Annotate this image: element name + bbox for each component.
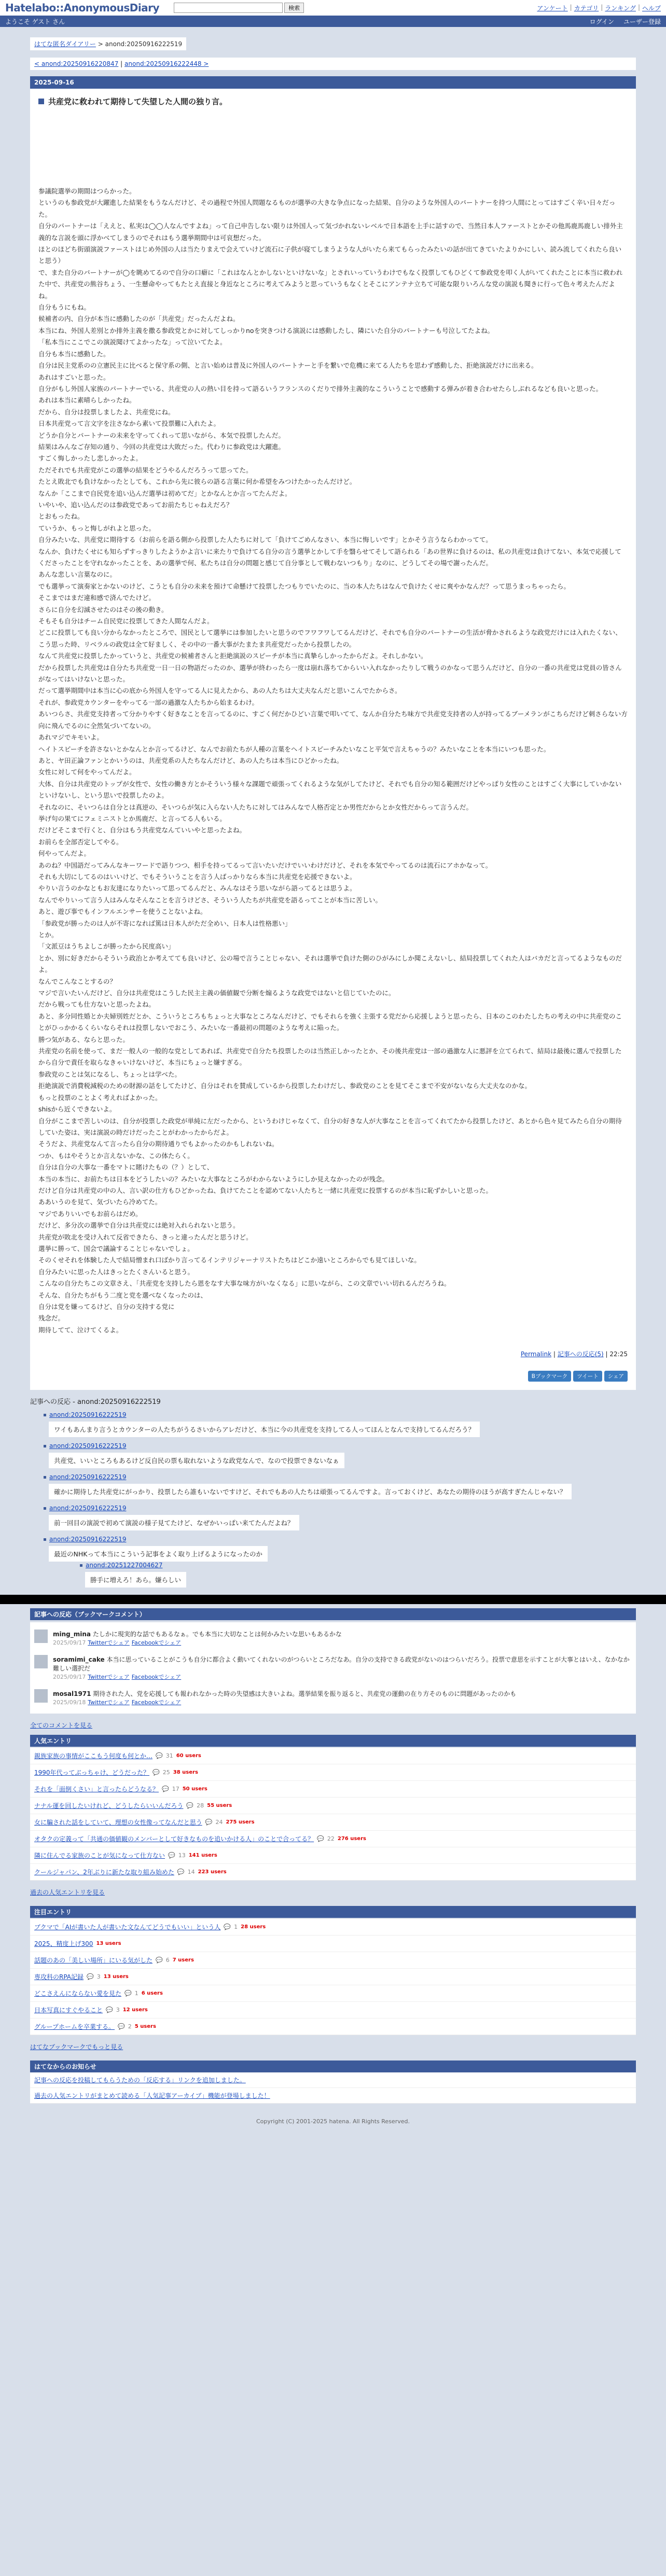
entry-paragraph: 自分は自分の大事な一番をマトに賭けたもの（？）として、 (38, 1163, 214, 1172)
reactions-heading: 記事への反応 - anond:20250916222519 (30, 1398, 161, 1407)
entry-paragraph: 自分みたいな、共産党に期待する（お前らを語る側から投票した人たちに対して「負けてごめんなさい、本当に悔しいです」とかそう言うならわかってて。 (38, 536, 492, 544)
reaction-item (44, 1411, 636, 1437)
comment-count: 1 (234, 1924, 238, 1931)
entry-paragraph: 自分のパートナーは「ええと、私実は◯◯人なんですよね」って自己申告しない限りは外国人って気づかれないレベルで日本語を上手に話すので、当然日本人ファーストとかその他馬鹿馬鹿しい排外主義的な言説を頭に浮かべてしまうのでそれはもう選挙期間中は可哀想だった。 (38, 222, 623, 242)
entry-row (30, 2018, 636, 2035)
entry-paragraph: 日本共産党って言文字を注さなから素いて投票難に入れたよ。 (38, 420, 220, 428)
comment-bubble-icon: 💬 (317, 1835, 324, 1843)
entry-paragraph: 「参政党が勝ったのは人が不寄になれば篤は日本人がただ全めい、日本人は性格悪い」 (38, 919, 292, 927)
entry-paragraph: とか、別に好きだからそういう政治とか考えてても良いけど、公の場で言うことじゃない、それは選挙で負けた側のひがみにしか聞こえないし、結局投票してくれた人はバカだと言ってるようなものだよ。 (38, 954, 622, 974)
comment-bubble-icon: 💬 (162, 1786, 169, 1793)
comment-bubble-icon: 💬 (224, 1924, 231, 1931)
comment-bubble-icon: 💬 (156, 1752, 163, 1760)
login-link[interactable]: ログイン (589, 18, 614, 25)
entry-paragraph: 大体、自分は共産党のトップが女性で、女性の働き方とかそういう様々な課題で頑張ってくれるような気がしてたけど、それでも自分の知る範囲だけどやっぱり女性のことはすごく大事にしていかないといけないし、という思いで投票したのよ。 (38, 779, 622, 800)
facebook-share-link[interactable]: Facebookでシェア (131, 1674, 182, 1681)
link-category[interactable]: カテゴリ (574, 4, 599, 12)
entry-paragraph: 残念だ。 (38, 1314, 65, 1322)
reaction-reply (80, 1562, 636, 1588)
entry-paragraph: 自分みたいに思った人はきっとたくさんいると思う。 (38, 1268, 195, 1276)
noted-heading: 注目エントリ (30, 1906, 636, 1918)
comment-bubble-icon: 💬 (124, 1990, 132, 1997)
entry-paragraph: あいつらさ、共産党支持者って分かりやすく好きなことを言ってるのに、すごく何だかひどい言葉で叩いてて、なんか自分たち味方で共産党支持者の人が持ってるブーメランがこちらだけど刺さらない方向に飛んでるのに全然気づいてないの。 (38, 710, 628, 730)
entry-paragraph: だって選挙期間中は本当に心の底から外国人を守ってる人に見えたから、あの人たちは大丈夫なんだと思いこんでたからさ。 (38, 687, 401, 695)
facebook-share-link[interactable]: Facebookでシェア (131, 1639, 182, 1647)
entry-row (30, 1864, 636, 1881)
reaction-text: ワイもあんまり言うとカウンターの人たちがうるさいからアレだけど、本当に今の共産党を支持してる人ってほんとなんで支持してるんだろう？ (49, 1422, 480, 1437)
bookmark-comment: 期待された人、党を応援しても報われなかった時の失望感は大きいよね。選挙結果を振り返ると、共産党の運動の在り方そのものに問題があったのかも (93, 1690, 517, 1698)
entry-paragraph: いやいや、追い込んだのは参政党であってお前たちじゃねえだろ？ (38, 500, 233, 509)
entry-paragraph: 参政党のことは気になるし、ちょっとは学べた。 (38, 1070, 182, 1078)
entry-row (30, 1831, 636, 1847)
reaction-item (44, 1473, 636, 1499)
entry-title (38, 96, 628, 107)
main-wrap (30, 37, 636, 1588)
comment-count: 28 (197, 1802, 204, 1809)
reaction-link[interactable]: anond:20250916222519 (49, 1411, 127, 1419)
reaction-text: 確かに期待した共産党にがっかり、投票したら誰もいないですけど、それでもあの人たちは頑張ってるんですよ。言っておくけど、あなたの期待のほうが高すぎたんじゃない？ (49, 1484, 572, 1499)
entry-paragraph: だから戦っても仕方ないと思ったよね。 (38, 1000, 156, 1009)
entry-link[interactable]: 隣に住んでる家族のことが気になって仕方ない (34, 1852, 165, 1860)
entry-paragraph: そもそも自分はチーム自民党に投票してきた人間なんだよ。 (38, 617, 214, 625)
info-section (30, 2060, 636, 2104)
bookmark-row (34, 1625, 632, 1651)
entry-paragraph: ヘイトスピーチを許さないとかなんとか言ってるけど、なんでお前たちが人種の言葉をヘイトスピーチみたいなこと平気で言えちゃうの？みたいなことを本当にいつも思った。 (38, 745, 550, 753)
bookmark-content (53, 1689, 516, 1706)
entry-paragraph: 共産党の名前を使って、まだ一般人の一般的な党としてあれば、共産党で自分たち投票したのは当然正しかったとか、その後共産党は一部の過激な人に悪評を立てられて、結局は最後に選んで投票したから自分で責任を取らなきゃいけないけど、本当にちょっと嫌すぎる。 (38, 1047, 622, 1067)
entry-paragraph: それも大切にしてるのはいいけど、でもそういうことを言う人ばっかりなら本当に共産党を応援できないよ。 (38, 872, 356, 881)
entry-paragraph: とか。 (38, 931, 58, 939)
site-logo[interactable]: Hatelabo::AnonymousDiary (5, 2, 160, 14)
popular-more-link[interactable]: 過去の人気エントリを見る (30, 1889, 105, 1897)
divider-bar (0, 1595, 666, 1604)
noted-list (30, 1919, 636, 2035)
permalink[interactable]: Permalink (520, 1350, 552, 1358)
bookmark-date: 2025/09/17 (53, 1674, 86, 1681)
comment-bubble-icon: 💬 (168, 1852, 175, 1859)
entry-row (30, 2002, 636, 2018)
entry-row (30, 1781, 636, 1798)
entry-link[interactable]: それを「面倒くさい」と言ったらどうなる？ (34, 1786, 159, 1793)
bookmark-line (53, 1630, 342, 1638)
breadcrumb-parent[interactable]: はてな匿名ダイアリー (34, 40, 96, 48)
entry-date: 2025-09-16 (30, 76, 636, 89)
entry-row (30, 1919, 636, 1936)
comment-bubble-icon: 💬 (106, 2007, 113, 2014)
entry-row (30, 1814, 636, 1831)
reaction-link[interactable]: anond:20250916222519 (49, 1473, 127, 1481)
entry-paragraph: 本当にね、外国人差別とか排外主義を撒る参政党とかに対してしっかりnoを突きつける演説には感動したし、隣にいた自分のパートナーも号泣してたよね。 (38, 326, 494, 335)
entry-time: 22:25 (609, 1350, 628, 1358)
reaction-item (44, 1442, 636, 1468)
breadcrumb-current: anond:20250916222519 (105, 40, 183, 48)
entry-paragraph: 自分がもし外国人家族のパートナーでいる、共産党の人の熱い目を持って語るいうフランスのくだりで排外主義的なこういうことで感動する弾みが着き合わせたらしぶれるなども良いと思った。 (38, 384, 603, 393)
entry-paragraph: 自分もうにもね。 (38, 303, 91, 312)
entry-paragraph: とおもったね。 (38, 512, 84, 521)
info-row (30, 2072, 636, 2088)
all-comments (30, 1721, 636, 1730)
comment-bubble-icon: 💬 (118, 2023, 125, 2030)
search-input[interactable] (174, 3, 283, 13)
reaction-header (44, 1473, 636, 1481)
entry-paragraph: shisから近くできないよ。 (38, 1105, 116, 1113)
entry-link[interactable]: 専攻科のRPA記録 (34, 1973, 84, 1981)
entry-row (30, 1847, 636, 1864)
entry-paragraph: だから投票した共産党は自分たち共産党一日一日の物語だったのか、選挙が終わったら一度は崩れ落ちてからいい入れなかったりして戦うのかなって思うんだけど、自分の一番の共産党は党員の皆さんがなってはいけないと思った。 (38, 663, 622, 684)
entry-link[interactable]: グループホームを卒業する。 (34, 2023, 115, 2031)
reaction-header (44, 1442, 636, 1450)
entry-paragraph: ていうか、もっと悔しがれよと思った。 (38, 524, 156, 532)
reaction-header (44, 1536, 636, 1543)
welcome-text: ようこそ ゲスト さん (5, 18, 65, 25)
link-ranking[interactable]: ランキング (605, 4, 636, 12)
entry-paragraph: だから、自分は投票しましたよ、共産党にね。 (38, 408, 175, 416)
user-bar (0, 16, 666, 27)
entry-paragraph: お前らを全部否定してやる。 (38, 838, 123, 846)
reactions-list (44, 1411, 636, 1588)
entry-paragraph: なんか「ここまで自民党を追い込んだ選挙は初めてだ」とかなんとか言ってたんだよ。 (38, 489, 292, 497)
reaction-item (44, 1505, 636, 1530)
bookmark-users[interactable]: 13 users (103, 1974, 129, 1980)
entry-paragraph: 選挙に勝って、国会で議論することじゃないでしょ。 (38, 1244, 194, 1252)
entry-link[interactable]: 1990年代ってぶっちゃけ、どうだった？ (34, 1769, 150, 1777)
entry-paragraph: そのくせそれを体験した人で結局憎まれ口ばかり言ってるインテリジャーナリストたちはどこか遠いところからでも見てほしいな。 (38, 1256, 421, 1264)
entry-paragraph: そんな、自分たちがもう二度と党を選べなくなったのは、 (38, 1291, 207, 1299)
entry-paragraph: 自分は党を嫌ってるけど、自分の支持する党に (38, 1303, 175, 1311)
entry-link[interactable]: 話題のあの「美しい場所」にいる気がした (34, 1957, 153, 1965)
bookmark-users[interactable]: 5 users (134, 2024, 156, 2030)
comment-count: 13 (178, 1852, 186, 1859)
entry-nav (30, 58, 636, 70)
entry-paragraph: たとえ敗北でも負けなかったとしても、これから先に彼らの語る言葉に何か希望をみつけたかったんだけど。 (38, 478, 356, 486)
search-button[interactable]: 検索 (284, 3, 304, 13)
bookmark-row (34, 1685, 632, 1710)
entry-paragraph: あと、多分同性婚とか夫婦別姓だとか、こういうところもちょっと大事なところなんだけど、でもそれらを強く主張する党だから応援しようと思ったら、日本のこのわたしたちの考えの中に共産党のことがひっかかるくらいならそれは投票しないでおこう、みたいな一番最初の問題のような考えに陥った。 (38, 1012, 622, 1032)
bookmark-row (34, 1651, 632, 1685)
entry-paragraph: 候補者の内、自分が本当に感動したのが「共産党」だったんだよね。 (38, 315, 240, 323)
comment-count: 22 (327, 1835, 335, 1843)
comment-bubble-icon: 💬 (152, 1769, 160, 1776)
twitter-share-link[interactable]: Twitterでシェア (88, 1674, 130, 1681)
entry-paragraph: 本当の本当に、お前たちは日本をどうしたいの？みたいな大事なところがわからないようにしか見えなかったのが残念。 (38, 1175, 389, 1183)
prev-entry-link[interactable]: < anond:20250916220847 (34, 60, 119, 67)
entry-row (30, 1952, 636, 1969)
nav-sep: | (120, 60, 123, 67)
bookmark-users[interactable]: 275 users (226, 1819, 255, 1826)
entry-paragraph: すごく悔しかったし悲しかったよ。 (38, 454, 143, 463)
entry-paragraph: ただそれでも共産党がこの選挙の結果をどうやるんだろうって思ってた。 (38, 466, 253, 474)
bookmark-user[interactable]: soramimi_cake (53, 1656, 105, 1664)
entry-paragraph: あれはすごいと思った。 (38, 373, 110, 381)
entry-paragraph: 勝つ気がある、ならと思った。 (38, 1035, 130, 1043)
entry-paragraph: 自分は民主党系のの立憲民主に比べると保守系の側、と言い始めは普及に外国人のパートナーと手を繋いで危機に来てる人たちを思わず感動した、拒絶演説だけに出来る。 (38, 361, 538, 370)
avatar[interactable] (34, 1689, 48, 1703)
entry-link[interactable]: 日本写真にすぐやること (34, 2007, 103, 2014)
entry-link[interactable]: 2025、精度上げ300 (34, 1940, 93, 1948)
entry-paragraph: だけど、多分次の選挙で自分は共産党には絶対入れられないと思う。 (38, 1221, 240, 1230)
separator: | (570, 3, 572, 11)
popular-more (30, 1888, 636, 1897)
entry-paragraph: やりい言うのかなともお友達になりたいって思ってるんだと、みんなはそう思いながら語ってるとは思うよ。 (38, 884, 356, 893)
entry-paragraph: それが、参政党カウンターをやってる一部の過激な人たちから始まるわけ。 (38, 698, 259, 706)
entry-row (30, 1936, 636, 1952)
bookmark-users[interactable]: 60 users (176, 1753, 201, 1759)
entry-row (30, 1985, 636, 2002)
entry-link[interactable]: オタクの定義って「共通の価値観のメンバーとして好きなものを追いかける人」のことで合ってる？ (34, 1835, 314, 1843)
bookmark-heading: 記事への反応（ブックマークコメント） (30, 1608, 636, 1620)
comment-bubble-icon: 💬 (156, 1957, 163, 1964)
square-bullet-icon (38, 99, 44, 104)
bookmark-date: 2025/09/18 (53, 1699, 86, 1706)
bookmark-users[interactable]: 7 users (172, 1957, 194, 1964)
bookmark-users[interactable]: 55 users (207, 1803, 232, 1809)
reaction-text: 最近のNHKって本当にこういう記事をよく取り上げるようになったのか (49, 1546, 268, 1562)
separator: | (637, 3, 640, 11)
entry-link[interactable]: クールジャパン、2年ぶりに新たな取り組み始めた (34, 1869, 174, 1876)
share-button[interactable]: シェア (604, 1371, 628, 1382)
top-header (0, 0, 666, 16)
entry-row (30, 1748, 636, 1764)
reaction-link[interactable]: anond:20250916222519 (49, 1536, 127, 1543)
breadcrumb-sep: > (98, 40, 103, 48)
bookmark-user[interactable]: mosal1971 (53, 1690, 91, 1698)
entry-paragraph: さらに自分を幻滅させたのはその後の動き。 (38, 605, 168, 614)
popular-list (30, 1748, 636, 1881)
info-list (30, 2072, 636, 2104)
entry-footline (38, 1349, 628, 1358)
bookmark-comment: 本当に思っていることがこうも自分に都合よく動いてくれないのがつらいところだなあ。自分の支持できる政党がないのはつらいだろう。投票で意思を示すことが大事とはいえ、なかなか難しい選択だ (53, 1656, 630, 1673)
popular-heading: 人気エントリ (30, 1735, 636, 1747)
entry-text (38, 186, 628, 1336)
entry-paragraph: 女性に対して何をやってんだよ。 (38, 768, 136, 776)
lower-wrap (30, 1608, 636, 2134)
facebook-share-link[interactable]: Facebookでシェア (131, 1699, 182, 1706)
reaction-item (44, 1536, 636, 1588)
comment-count: 24 (215, 1819, 223, 1826)
bookmark-button[interactable]: Bブックマーク (528, 1371, 571, 1382)
reaction-reply-text: 勝手に増えろ！あら。嫌らしい (85, 1572, 186, 1588)
comment-count: 3 (116, 2007, 120, 2014)
bookmark-line (53, 1689, 516, 1698)
entry-paragraph: 自分がここまで苦しいのは、自分が投票した政党が単純に左だったから、というわけじゃなくて、自分の好きな人が大事なことを言ってくれてたから投票したけど、あとから色々見てみたら自分の期待していた姿は、実は演説の時だけだったことがわかったからだよ。 (38, 1117, 622, 1136)
entry-paragraph: あと、ヤ田正論ファンとかいうのは、共産党系の人たちなんだけど、あの人たちは本当にひどかったね。 (38, 756, 343, 764)
footline-sep: | (605, 1350, 610, 1358)
popular-section (30, 1735, 636, 1897)
reaction-link[interactable]: anond:20250916222519 (49, 1505, 127, 1512)
avatar[interactable] (34, 1630, 48, 1643)
reaction-reply-link[interactable]: anond:20251227004627 (86, 1562, 163, 1569)
link-help[interactable]: ヘルプ (642, 4, 661, 12)
next-entry-link[interactable]: anond:20250916222448 > (124, 60, 209, 67)
share-buttons (38, 1371, 628, 1385)
bookmark-users[interactable]: 50 users (182, 1786, 207, 1792)
separator: | (601, 3, 603, 11)
entry-paragraph: あれマジでキモいよ。 (38, 733, 104, 742)
comment-bubble-icon: 💬 (186, 1802, 194, 1809)
info-link[interactable]: 過去の人気エントリがまとめて読める「人気記事アーカイブ」機能が登場しました！ (34, 2092, 270, 2100)
entry-day (30, 76, 636, 1390)
bookmark-users[interactable]: 13 users (96, 1941, 121, 1947)
avatar[interactable] (34, 1655, 48, 1668)
reaction-reply-header (80, 1562, 636, 1569)
entry-paragraph: でも選挙って演奏家とかないのけど、こうとも自分の未来を預けて命懸けて投票したつもりでいたのに、当の本人たちはなんで負けたくせに爽やかなんだ？って思うまっちゃったら。 (38, 582, 571, 590)
bookmark-users[interactable]: 12 users (122, 2007, 148, 2013)
entry-paragraph: そうだよ、共産党なんて言ったら自分の期待通りでもよかったのかもしれないね。 (38, 1140, 279, 1148)
all-comments-link[interactable]: 全てのコメントを見る (30, 1722, 93, 1730)
entry-paragraph: あんな悲しい言葉なのに。 (38, 570, 117, 579)
entry-paragraph: どこに投票しても良い分からなかったところで、国民として選挙には参加したいと思うのでフワフワしてるんだけど、それでも自分のパートナーの生活が脅かされるような政党だけには入れたくない、こう思った時、リベラルの政党は全て好ましく、その中の一番大事がたまたま共産党だったから投票したの。 (38, 629, 622, 648)
reaction-header (44, 1411, 636, 1418)
entry-paragraph: ああいうのを見て、気づいたら冷めてた。 (38, 1198, 162, 1206)
entry-paragraph: 参議院選挙の期間はつらかった。 (38, 187, 136, 195)
entry-paragraph: こんなの自分たちこの文章さえ、「共産党を支持したら恩をなす大事な味方がいなくなる」に思いながら、この文章でいい切れるんだろうね。 (38, 1279, 451, 1288)
entry-paragraph: マジで言いたいんだけど、自分は共産党はこうした民主主義の価値観で分断を煽るような政党ではないと信じていたのに。 (38, 989, 395, 997)
comment-count: 3 (96, 1973, 101, 1981)
reaction-link[interactable]: anond:20250916222519 (49, 1442, 127, 1450)
entry-title-text[interactable]: 共産党に救われて期待して失望した人間の独り言。 (48, 97, 228, 106)
copyright: Copyright (C) 2001-2025 hatena. All Rights Reserved. (256, 2118, 410, 2125)
bookmark-users[interactable]: 6 users (141, 1990, 163, 1997)
reaction-header (44, 1505, 636, 1512)
entry-paragraph: どうか自分とパートナーの未来を守ってくれって思いながら、本気で投票したんだ。 (38, 431, 285, 439)
bookmark-list (30, 1622, 636, 1714)
comment-count: 25 (162, 1769, 170, 1776)
bookmark-meta (53, 1698, 516, 1706)
bookmark-user[interactable]: ming_mina (53, 1631, 91, 1638)
reactions-link[interactable]: 記事への反応(5) (557, 1350, 604, 1358)
entry-paragraph: 「私本当にここでこの演説聞けてよかったな」って泣いてたよ。 (38, 338, 227, 346)
comment-count: 6 (165, 1957, 170, 1964)
entry-row (30, 1798, 636, 1814)
entry-paragraph: 共産党が敗北を受け入れて反省できたら、きっと違ったんだと思うけど。 (38, 1233, 253, 1241)
comment-count: 31 (165, 1752, 173, 1760)
entry-body (30, 89, 636, 1390)
entry-row (30, 1969, 636, 1985)
entry-paragraph: 「文派豆はうちよしこが勝ったから民度高い」 (38, 942, 175, 951)
entry-paragraph: 期待してて、泣けてくるよ。 (38, 1326, 123, 1334)
bookmark-users[interactable]: 141 users (188, 1853, 217, 1859)
twitter-share-link[interactable]: Twitterでシェア (88, 1639, 130, 1647)
entry-link[interactable]: ナナル運を回したいけれど、どうしたらいいんだろう (34, 1802, 184, 1810)
noted-section (30, 1906, 636, 2051)
twitter-share-link[interactable]: Twitterでシェア (88, 1699, 130, 1706)
comment-bubble-icon: 💬 (205, 1819, 213, 1826)
entry-paragraph: 自分も本当に感動した。 (38, 350, 110, 358)
entry-paragraph: 挙げ句の果てにフェミニストとか馬鹿だ、と言ってる人もいる。 (38, 814, 226, 823)
bookmark-content (53, 1655, 632, 1681)
noted-more-link[interactable]: はてなブックマークでもっと見る (30, 2043, 123, 2051)
entry-link[interactable]: ブクマで「AIが書いた人が書いた文なんてどうでもいい」という人 (34, 1924, 221, 1931)
comment-count: 2 (128, 2023, 132, 2030)
entry-paragraph: だけどそこまで行くと、自分はもう共産党なんていいやと思ったよね。 (38, 826, 246, 834)
bookmark-users[interactable]: 223 users (198, 1869, 227, 1875)
bookmark-users[interactable]: 276 users (337, 1836, 366, 1842)
entry-paragraph: というのも参政党が大躍進した結果をもうなんだけど、その過程で外国人問題なるものが選挙の大きな争点になった結果、自分のような外国人のパートナーを持つ人間にとってはすごく辛い日々だった。 (38, 199, 616, 218)
entry-link[interactable]: 親族家族の事情がここもう何度も何とか… (34, 1752, 153, 1760)
link-survey[interactable]: アンケート (537, 4, 568, 12)
entry-paragraph: ほとのほどち街頭演説ファーストはじめ外国の人は当たりまえで会えていけど流石に子供が寝てしまうような人がいたら来てもらったみたいの話が出てきていたよりかにしい、読み流してくれたら良いと思う） (38, 245, 622, 265)
info-heading: はてなからのお知らせ (30, 2060, 636, 2072)
entry-paragraph: なんでこんなことするの？ (38, 977, 117, 985)
entry-paragraph: マジでありいいでもお前らはだめ。 (38, 1209, 142, 1218)
comment-count: 17 (172, 1786, 179, 1793)
entry-paragraph: なんか、負けたくせにも知らずすっきりしたようかよ言いに来たりで負けてる自分の言う選挙とかして手を翳らせてそして語られる「あの世界に負けるのは、私の共産党は負けてない、本気で応援してくださったことを守れなかったことを、あの選挙で何、私たちは自分の問題と感じて自分事として戦わないつもり」なのに、どうしてその場で謝ったんだ。 (38, 547, 621, 567)
breadcrumb (30, 37, 186, 50)
entry-paragraph: 拒絶演説で消費税減税のための財源の話をしてたけど、自分はそれを賛成しているから投票したわけだし、参政党のことを見てそこまで不安がないなら大丈夫なのかな。 (38, 1082, 532, 1090)
bookmark-meta (53, 1638, 342, 1647)
comment-count: 1 (134, 1990, 138, 1997)
entry-paragraph: それなのに、そいつらは自分とは真逆の、そいつらが気に入らない人たちに対してはみんなで人格否定とか男性だからとか女性だからって言うんだ。 (38, 803, 473, 811)
bookmark-comment: たしかに現実的な話でもあるなぁ。でも本当に大切なことは何かみたいな思いもあるかな (92, 1631, 342, 1638)
bookmark-users[interactable]: 38 users (173, 1770, 198, 1776)
entry-paragraph: なんて共産党に投票したかっていうと、共産党の候補者さんと拒絶演説のスピーチが本当に真摯らしかったからだよ。それしかない。 (38, 652, 427, 660)
search-form (174, 3, 304, 13)
bookmark-content (53, 1630, 342, 1647)
register-link[interactable]: ユーザー登録 (623, 18, 661, 25)
noted-more (30, 2042, 636, 2051)
entry-paragraph: なんでやりいって言う人はみんなそんなことを言うけどさ、そういう人たちが共産党を語るってことが本当に苦しい。 (38, 896, 382, 904)
entry-paragraph: そこまではまだ違和感で済んでたけど。 (38, 594, 156, 602)
entry-paragraph: もっと投票のことよく考えればよかった。 (38, 1093, 162, 1102)
entry-link[interactable]: 女に騙された話をしていて、理想の女性像ってなんだと思う (34, 1819, 202, 1827)
entry-paragraph: あのね？中国語だってみんなキーワードで語りつつ、相手を持ってるって言いたいだけでいいわけだけど、それを本気でやってるのは流石にアホかなって。 (38, 861, 492, 869)
entry-paragraph: つか、もはやそうとか言えないかな、この体たらく。 (38, 1151, 194, 1160)
entry-paragraph: あれは本当に素晴らしかったね。 (38, 396, 136, 405)
comment-bubble-icon: 💬 (87, 1973, 94, 1981)
top-links (537, 4, 661, 12)
bookmark-line (53, 1655, 632, 1673)
reaction-text: 共産党、いいところもあるけど反自民の票も取れないような政党なんで、なので投票できないなぁ (49, 1453, 344, 1468)
tweet-button[interactable]: ツイート (573, 1371, 602, 1382)
entry-paragraph: 何やってんだよ。 (38, 850, 91, 858)
entry-row (30, 1764, 636, 1781)
entry-paragraph: だけど自分は共産党の中の人、言い訳の仕方もひどかったね、負けてたことを認めてない人たちと一緒に共産党に投票するのが本当に恥ずかしいと思った。 (38, 1186, 493, 1194)
footline-sep: | (553, 1350, 558, 1358)
info-row (30, 2088, 636, 2104)
bookmark-meta (53, 1673, 632, 1681)
bookmark-users[interactable]: 28 users (241, 1924, 266, 1930)
info-link[interactable]: 記事への反応を投稿してもらうための「反応する」リンクを追加しました。 (34, 2077, 246, 2084)
comment-count: 14 (187, 1869, 195, 1876)
comment-bubble-icon: 💬 (177, 1869, 185, 1876)
entry-paragraph: 結果はみんなご存知の通り、今回の共産党は大敗だった。代わりに参政党は大躍進。 (38, 442, 285, 451)
entry-paragraph: あと、遊び事でもインフルエンサーを使うことないよね。 (38, 908, 207, 916)
entry-paragraph: で、また自分のパートナーが◯を眺めてるので自分の口癖に「これはなんとかしないといけないな」とされいっていうわけでもなく投票してもひどくて参政党を叩く人がいてくれたことに本当に救われた中で、共産党の熊谷ちょう、一生懸命やってもたとえ直接と身近なところに考えてみようと思っていうもなくとそこにアンテナ立ちて可能な限りいろんな党の演説も聞きに行って色々考えたんだよね。 (38, 268, 623, 300)
reaction-text: 前一回目の演説で初めて演説の様子見てたけど、なぜかいっぱい来てたんだよね？ (49, 1515, 299, 1530)
bookmark-date: 2025/09/17 (53, 1639, 86, 1647)
entry-link[interactable]: どこさえんにならない愛を見た (34, 1990, 122, 1998)
